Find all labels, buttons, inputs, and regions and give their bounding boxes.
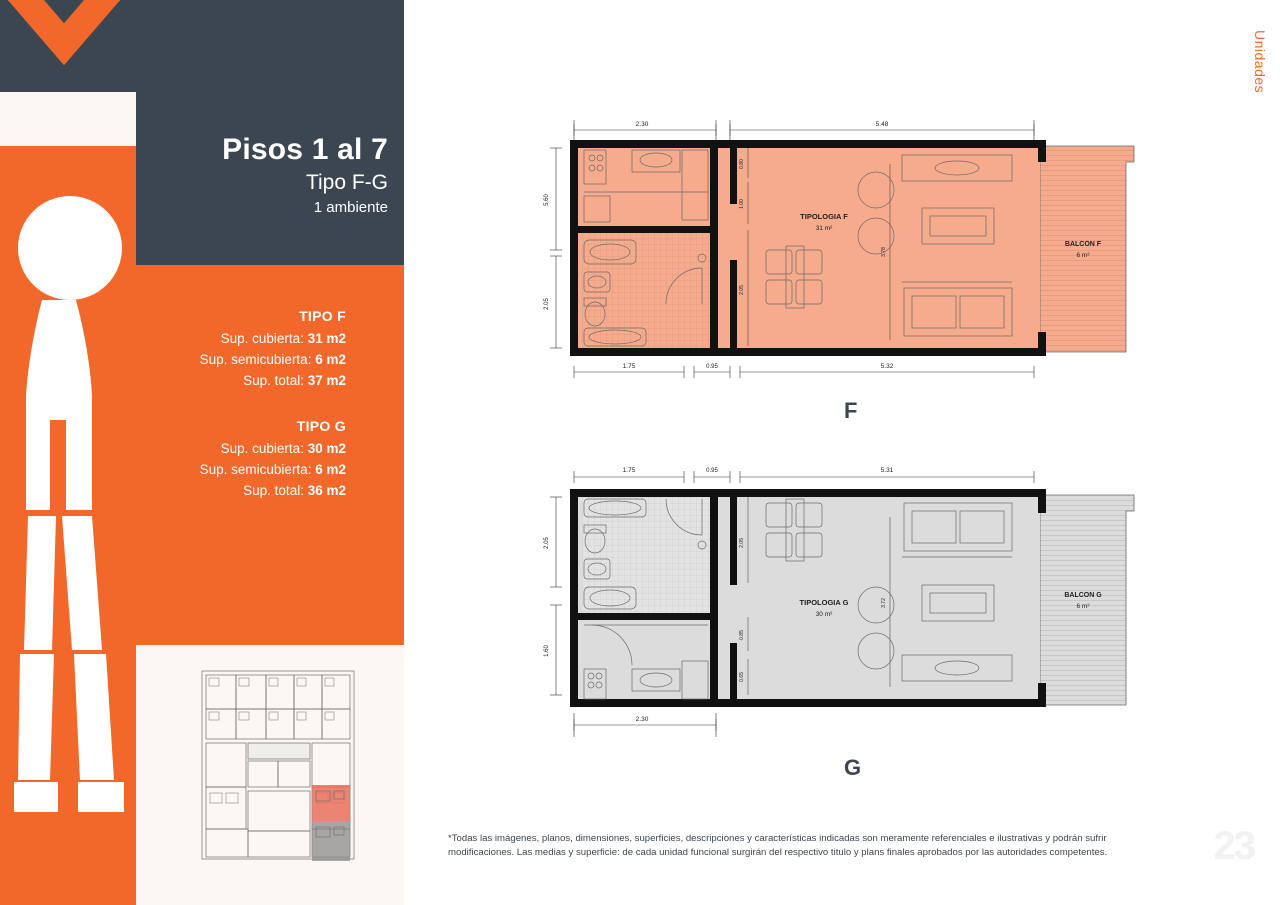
svg-text:TIPOLOGIA F: TIPOLOGIA F <box>800 212 848 221</box>
spec-label: Sup. total: <box>243 482 304 498</box>
svg-text:0.95: 0.95 <box>706 468 718 474</box>
spec-label: Sup. cubierta: <box>220 441 304 456</box>
floorplan-g <box>534 455 1274 755</box>
svg-text:3.72: 3.72 <box>881 598 887 608</box>
svg-text:2.05: 2.05 <box>544 298 550 310</box>
spec-group-tipo-g <box>136 418 388 502</box>
svg-text:1.60: 1.60 <box>544 645 550 657</box>
plans-area <box>404 0 1280 905</box>
svg-text:31 m²: 31 m² <box>815 225 833 232</box>
floorplan-f <box>534 100 1274 400</box>
spec-row <box>136 439 346 460</box>
spec-value: 31 m2 <box>307 331 346 346</box>
svg-text:3.78: 3.78 <box>881 247 887 257</box>
spec-row <box>136 460 346 481</box>
spec-value: 30 m2 <box>307 441 346 456</box>
spec-value: 36 m2 <box>307 482 346 498</box>
plan-letter-f: F <box>844 398 858 423</box>
spec-title: TIPO F <box>299 308 346 324</box>
spec-row <box>136 481 346 502</box>
spec-value: 37 m2 <box>307 372 346 388</box>
spec-group-tipo-f <box>136 308 388 392</box>
runner-silhouette-icon <box>6 180 136 820</box>
spec-row <box>136 350 346 371</box>
spec-label: Sup. semicubierta: <box>199 351 312 367</box>
title-group <box>0 131 388 219</box>
svg-text:BALCON F: BALCON F <box>1064 241 1102 248</box>
svg-text:1.75: 1.75 <box>622 363 636 370</box>
svg-text:0.65: 0.65 <box>739 672 745 682</box>
svg-text:1.75: 1.75 <box>622 467 636 474</box>
page-subtitle: Tipo F-G <box>305 170 388 194</box>
spec-row <box>136 371 346 392</box>
section-label-unidades: Unidades <box>1252 30 1268 94</box>
spec-label: Sup. cubierta: <box>220 331 304 346</box>
spec-value: 6 m2 <box>315 461 346 477</box>
page-title: Pisos 1 al 7 <box>222 133 388 166</box>
plan-letter-g: G <box>844 755 862 780</box>
balcony-g <box>1040 495 1134 705</box>
page-subtitle-2: 1 ambiente <box>313 198 388 216</box>
svg-text:5.32: 5.32 <box>880 363 894 370</box>
disclaimer-footnote: *Todas las imágenes, planos, dimensiones, superficies, descripciones y características indicadas son meramente referenciales e ilustrativas y podrán sufrir modificaciones. Las medias y superficie: de cada unidad funcional surgirán del respectivo titulo y plans finales aprobados por las autoridades competentes. <box>448 833 1108 859</box>
svg-text:2.05: 2.05 <box>739 285 745 295</box>
svg-text:5.60: 5.60 <box>544 194 550 206</box>
svg-text:6 m²: 6 m² <box>1076 603 1090 610</box>
balcony-f <box>1040 146 1134 352</box>
svg-text:5.31: 5.31 <box>880 467 894 474</box>
key-plan-thumbnail <box>196 665 361 865</box>
svg-text:2.05: 2.05 <box>739 538 745 548</box>
spec-title: TIPO G <box>296 418 346 434</box>
spec-row <box>136 329 346 350</box>
svg-text:30 m²: 30 m² <box>815 611 833 618</box>
page-number: 23 <box>1213 824 1254 868</box>
svg-text:2.30: 2.30 <box>635 716 649 723</box>
svg-text:2.30: 2.30 <box>635 121 649 128</box>
svg-text:BALCON G: BALCON G <box>1064 592 1102 599</box>
svg-text:0.95: 0.95 <box>706 364 718 370</box>
chevron-decoration <box>0 0 136 92</box>
svg-text:1.00: 1.00 <box>739 199 745 209</box>
spec-value: 6 m2 <box>315 351 346 367</box>
svg-text:6 m²: 6 m² <box>1076 252 1090 259</box>
svg-text:TIPOLOGIA G: TIPOLOGIA G <box>799 598 849 607</box>
svg-text:0.85: 0.85 <box>739 630 745 640</box>
svg-text:5.48: 5.48 <box>875 121 889 128</box>
svg-text:2.05: 2.05 <box>544 537 550 549</box>
svg-text:0.80: 0.80 <box>739 159 745 169</box>
spec-label: Sup. total: <box>243 372 304 388</box>
spec-label: Sup. semicubierta: <box>199 461 312 477</box>
left-info-panel <box>0 0 404 905</box>
